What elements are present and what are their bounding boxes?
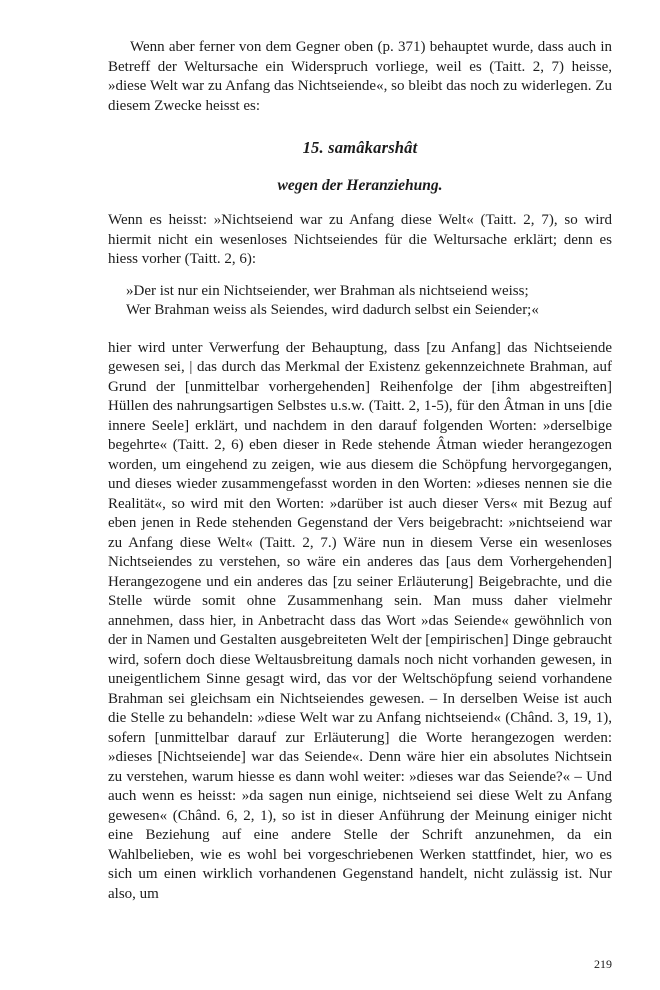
- verse-line-1: »Der ist nur ein Nichtseiender, wer Brahman als nichtseiend weiss;: [126, 282, 529, 299]
- paragraph-intro: Wenn aber ferner von dem Gegner oben (p. 371) behauptet wurde, dass auch in Betreff der Weltursache ein Widerspruch vorliege, weil es (Taitt. 2, 7) heisse, »diese Welt war zu Anfang das Nichtseiende«, so bleibt das noch zu widerlegen. Zu diesem Zwecke heisst es:: [108, 39, 612, 114]
- verse-line-2: Wer Brahman weiss als Seiendes, wird dadurch selbst ein Seiender;«: [126, 302, 539, 318]
- section-title: 15. samâkarshât: [302, 138, 418, 157]
- paragraph-main: hier wird unter Verwerfung der Behauptung, dass [zu Anfang] das Nichtseiende gewesen sei, | das durch das Merkmal der Existenz gekennzeichnete Brahman, auf Grund der [unmittelbar vorhergehenden] Reihenfolge der [ihm abgestreiften] Hüllen des nahrungsartigen Selbstes u.s.w. (Taitt. 2, 1-5), für den Âtman in uns [die innere Seele] erklärt, und nachdem in den darauf folgenden Worten: »derselbige begehrte« (Taitt. 2, 6) eben dieser in Rede stehende Âtman wieder herangezogen worden, um eingehend zu zeigen, wie aus diesem die Schöpfung hervorgegangen, und dieses wieder zusammengefasst worden in den Worten: »dieses nennen sie die Realität«, so wird mit den Worten: »darüber ist auch dieser Vers« mit Bezug auf eben jenen in Rede stehenden Gegenstand der Vers beigebracht: »nichtseiend war zu Anfang diese Welt« (Taitt. 2, 7.) Wäre nun in diesem Verse ein wesenloses Nichtseiendes zu verstehen, so wäre ein anderes das [aus dem Vorhergehenden] Herangezogene und ein anderes das [zu seiner Erläuterung] Beigebrachte, und die Stelle würde somit ohne Zusammenhang sein. Man muss daher vielmehr annehmen, dass hier, in Anbetracht dass das Wort »das Seiende« gewöhnlich von der in Namen und Gestalten ausgebreiteten Welt der [empirischen] Dinge gebraucht wird, sofern doch diese Weltausbreitung damals noch nicht vorhanden gewesen, in uneigentlichem Sinne gesagt wird, das vor der Weltschöpfung seiend vorhandene Brahman sei gleichsam ein Nichtseiendes gewesen. – In derselben Weise ist auch die Stelle zu behandeln: »diese Welt war zu Anfang nichtseiend« (Chând. 3, 19, 1), sofern [unmittelbar darauf zur Erläuterung] die Worte herangezogen werden: »dieses [Nichtseiende] war das Seiende«. Denn wäre hier ein absolutes Nichtsein zu verstehen, warum hiesse es dann wohl weiter: »dieses war das Seiende?« – Und auch wenn es heisst: »da sagen nun einige, nichtseiend sei diese Welt zu Anfang gewesen« (Chând. 6, 2, 1), so ist in dieser Anführung der Meinung einiger nicht eine Beziehung auf eine andere Stelle der Schrift anzunehmen, da ein Wahlbelieben, wie es wohl bei vorgeschriebenen Werken stattfindet, hier, wo es sich um einen wirklich vorhandenen Gegenstand handelt, nicht zulässig ist. Nur also, um: [108, 339, 612, 902]
- page-number: 219: [594, 956, 612, 971]
- verse-quote: [108, 282, 612, 321]
- section-subtitle: wegen der Heranziehung.: [277, 176, 443, 194]
- paragraph-second: Wenn es heisst: »Nichtseiend war zu Anfang diese Welt« (Taitt. 2, 7), so wird hiermit nicht ein wesenloses Nichtseiendes für die Weltursache erklärt; denn es hiess vorher (Taitt. 2, 6):: [108, 212, 612, 267]
